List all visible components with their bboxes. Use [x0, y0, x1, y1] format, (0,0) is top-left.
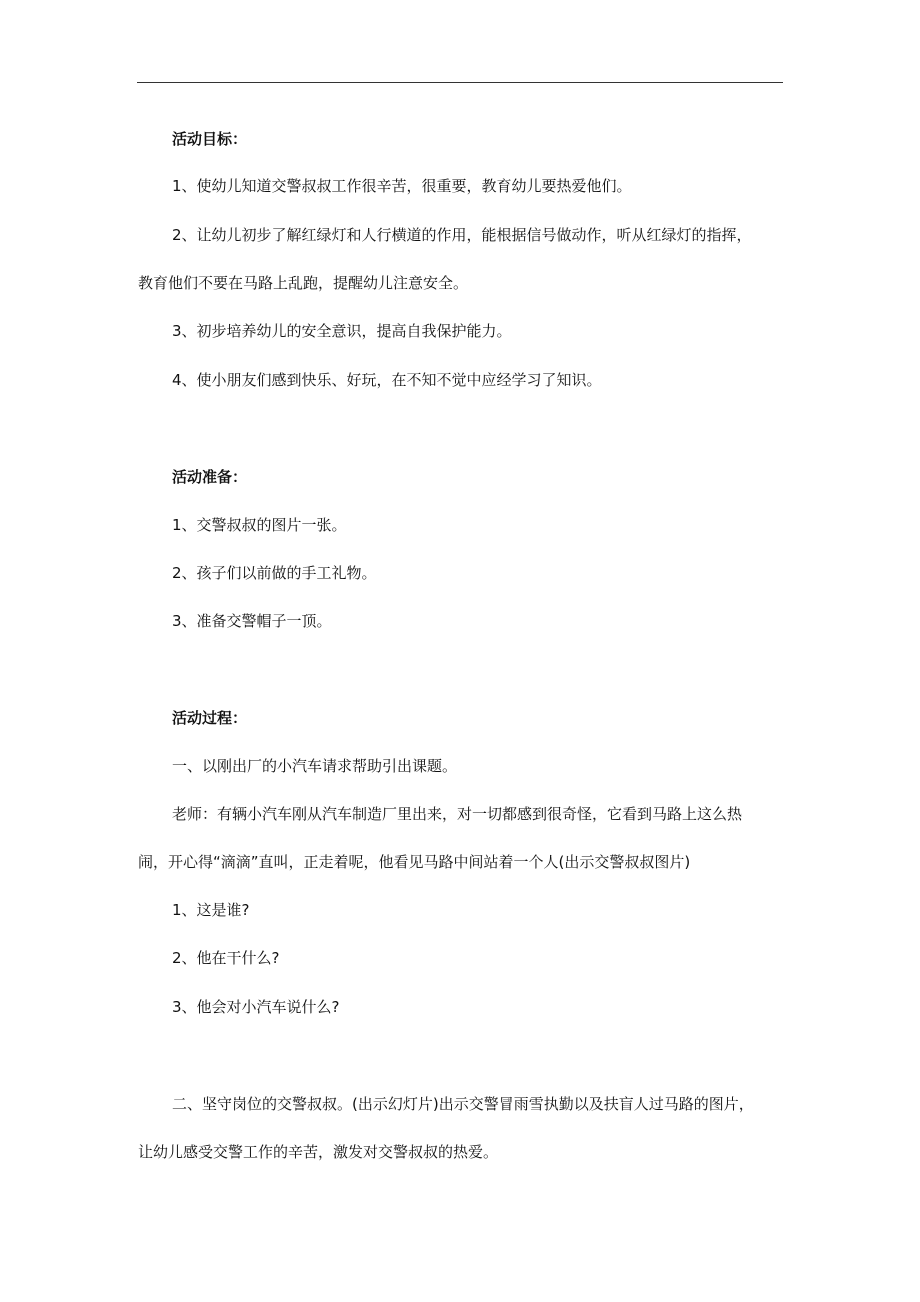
process-heading: 活动过程：: [172, 709, 248, 727]
goal-item-3: 3、初步培养幼儿的安全意识，提高自我保护能力。: [172, 322, 512, 340]
prep-heading: 活动准备：: [172, 468, 248, 486]
question-3: 3、他会对小汽车说什么?: [172, 998, 340, 1016]
question-1: 1、这是谁?: [172, 901, 250, 919]
goal-item-1: 1、使幼儿知道交警叔叔工作很辛苦，很重要，教育幼儿要热爱他们。: [172, 177, 632, 195]
process-step-2: 二、坚守岗位的交警叔叔。(出示幻灯片)出示交警冒雨雪执勤以及扶盲人过马路的图片，: [172, 1095, 754, 1113]
question-2: 2、他在干什么?: [172, 949, 280, 967]
process-step-1: 一、以刚出厂的小汽车请求帮助引出课题。: [172, 757, 458, 775]
process-step-2-continued: 让幼儿感受交警工作的辛苦，激发对交警叔叔的热爱。: [138, 1143, 499, 1161]
teacher-dialogue: 老师：有辆小汽车刚从汽车制造厂里出来，对一切都感到很奇怪，它看到马路上这么热: [172, 805, 743, 823]
header-rule: [137, 82, 783, 83]
prep-item-3: 3、准备交警帽子一顶。: [172, 612, 332, 630]
goals-heading: 活动目标：: [172, 130, 248, 148]
goal-item-2-continued: 教育他们不要在马路上乱跑，提醒幼儿注意安全。: [138, 274, 469, 292]
goal-item-4: 4、使小朋友们感到快乐、好玩，在不知不觉中应经学习了知识。: [172, 371, 602, 389]
prep-item-2: 2、孩子们以前做的手工礼物。: [172, 564, 377, 582]
teacher-dialogue-continued: 闹，开心得“滴滴”直叫，正走着呢，他看见马路中间站着一个人(出示交警叔叔图片): [138, 853, 691, 871]
prep-item-1: 1、交警叔叔的图片一张。: [172, 516, 347, 534]
goal-item-2: 2、让幼儿初步了解红绿灯和人行横道的作用，能根据信号做动作，听从红绿灯的指挥，: [172, 226, 752, 244]
